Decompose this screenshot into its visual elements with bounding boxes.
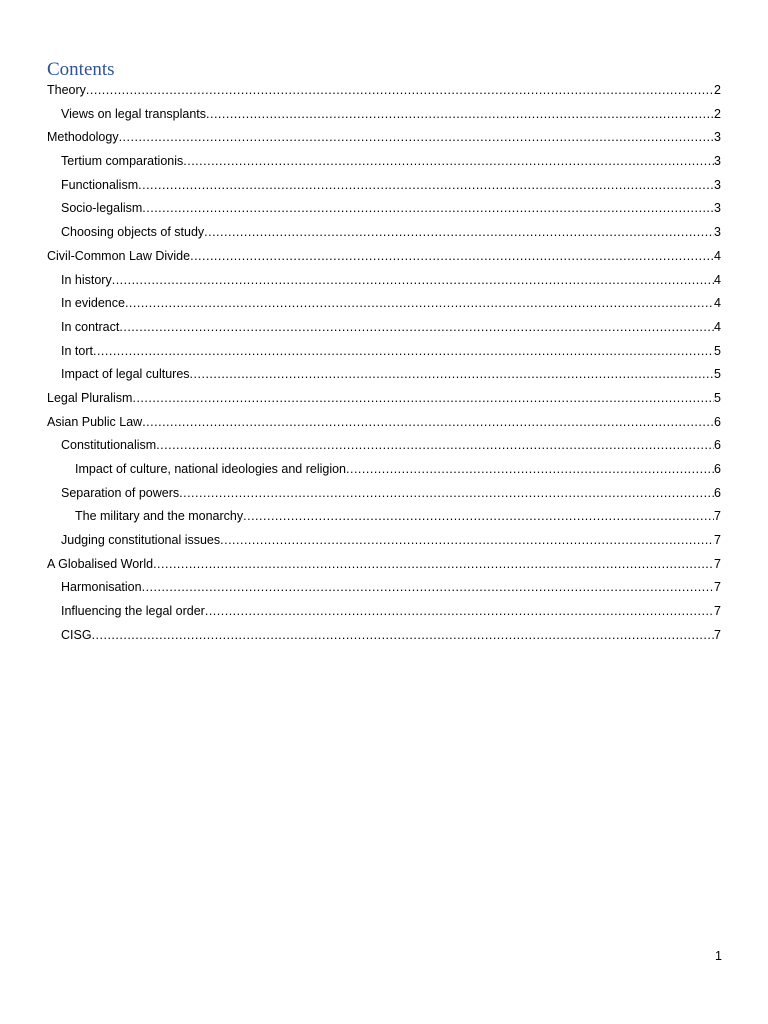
toc-entry-page-number: 5 bbox=[714, 390, 721, 405]
toc-dot-leader bbox=[346, 459, 714, 479]
toc-entry[interactable] bbox=[47, 222, 721, 246]
toc-entry[interactable] bbox=[47, 293, 721, 317]
toc-entry-page-number: 4 bbox=[714, 272, 721, 287]
toc-entry[interactable] bbox=[47, 506, 721, 530]
toc-entry-page-number: 5 bbox=[714, 343, 721, 358]
toc-entry-title: Civil-Common Law Divide bbox=[47, 248, 191, 263]
toc-entry-title: In contract bbox=[61, 319, 120, 334]
toc-entry[interactable] bbox=[47, 80, 721, 104]
toc-dot-leader bbox=[190, 364, 715, 384]
toc-dot-leader bbox=[183, 151, 714, 171]
toc-dot-leader bbox=[142, 577, 714, 597]
toc-entry-page-number: 3 bbox=[714, 177, 721, 192]
toc-dot-leader bbox=[112, 270, 714, 290]
toc-entry-title: In tort bbox=[61, 343, 93, 358]
toc-entry-title: Functionalism bbox=[61, 177, 139, 192]
toc-heading: Contents bbox=[47, 59, 115, 80]
toc-entry-title: Theory bbox=[47, 83, 86, 97]
toc-dot-leader bbox=[93, 341, 714, 361]
toc-entry-title: Harmonisation bbox=[61, 580, 142, 595]
toc-entry-page-number: 3 bbox=[714, 154, 721, 169]
toc-entry[interactable] bbox=[47, 317, 721, 341]
toc-entry[interactable] bbox=[47, 459, 721, 483]
toc-dot-leader bbox=[156, 435, 714, 455]
toc-entry[interactable] bbox=[47, 364, 721, 388]
toc-dot-leader bbox=[220, 530, 714, 550]
toc-entry-title: CISG bbox=[61, 627, 92, 642]
toc-entry-page-number: 7 bbox=[714, 627, 721, 642]
table-of-contents bbox=[47, 80, 721, 649]
toc-dot-leader bbox=[179, 483, 714, 503]
toc-entry[interactable] bbox=[47, 412, 721, 436]
toc-entry-page-number: 4 bbox=[714, 296, 721, 311]
toc-entry-title: Impact of legal cultures bbox=[61, 367, 190, 382]
toc-dot-leader bbox=[142, 198, 714, 218]
toc-entry-page-number: 7 bbox=[714, 533, 721, 548]
toc-dot-leader bbox=[205, 601, 714, 621]
toc-entry-page-number: 6 bbox=[714, 462, 721, 476]
toc-entry-page-number: 3 bbox=[714, 201, 721, 216]
toc-dot-leader bbox=[92, 625, 714, 645]
toc-entry-page-number: 3 bbox=[714, 225, 721, 240]
toc-entry[interactable] bbox=[47, 601, 721, 625]
toc-entry[interactable] bbox=[47, 151, 721, 175]
toc-entry-title: Methodology bbox=[47, 130, 119, 145]
toc-dot-leader bbox=[206, 104, 714, 124]
toc-entry-title: A Globalised World bbox=[47, 556, 154, 571]
toc-entry-page-number: 4 bbox=[714, 248, 721, 263]
toc-entry-title: Legal Pluralism bbox=[47, 390, 133, 405]
toc-entry-title: Views on legal transplants bbox=[61, 106, 206, 121]
toc-entry-title: Constitutionalism bbox=[61, 438, 157, 453]
toc-entry[interactable] bbox=[47, 127, 721, 151]
toc-entry-page-number: 6 bbox=[714, 438, 721, 453]
toc-entry[interactable] bbox=[47, 625, 721, 649]
toc-dot-leader bbox=[243, 506, 714, 526]
footer-page-number: 1 bbox=[715, 949, 722, 963]
toc-entry[interactable] bbox=[47, 435, 721, 459]
toc-dot-leader bbox=[119, 127, 714, 147]
toc-entry-page-number: 2 bbox=[714, 106, 721, 121]
toc-entry[interactable] bbox=[47, 175, 721, 199]
toc-dot-leader bbox=[86, 80, 714, 100]
toc-entry[interactable] bbox=[47, 246, 721, 270]
toc-entry[interactable] bbox=[47, 554, 721, 578]
toc-entry-title: In history bbox=[61, 272, 112, 287]
toc-entry-page-number: 7 bbox=[714, 556, 721, 571]
toc-entry-page-number: 3 bbox=[714, 130, 721, 145]
toc-dot-leader bbox=[119, 317, 714, 337]
toc-entry-page-number: 7 bbox=[714, 604, 721, 619]
toc-dot-leader bbox=[142, 412, 714, 432]
toc-entry-page-number: 6 bbox=[714, 485, 721, 500]
toc-entry[interactable] bbox=[47, 104, 721, 128]
toc-entry-page-number: 5 bbox=[714, 367, 721, 382]
toc-entry-title: Judging constitutional issues bbox=[61, 533, 221, 548]
toc-entry-page-number: 7 bbox=[714, 509, 721, 524]
toc-entry[interactable] bbox=[47, 577, 721, 601]
toc-entry[interactable] bbox=[47, 198, 721, 222]
toc-entry-title: Influencing the legal order bbox=[61, 604, 205, 619]
toc-entry-page-number: 7 bbox=[714, 580, 721, 595]
toc-entry-title: Impact of culture, national ideologies and religion bbox=[75, 462, 347, 476]
toc-entry-title: Asian Public Law bbox=[47, 414, 143, 429]
toc-entry-title: Choosing objects of study bbox=[61, 225, 205, 240]
toc-entry-title: Separation of powers bbox=[61, 485, 180, 500]
toc-dot-leader bbox=[153, 554, 714, 574]
toc-entry[interactable] bbox=[47, 270, 721, 294]
toc-dot-leader bbox=[132, 388, 714, 408]
toc-entry[interactable] bbox=[47, 483, 721, 507]
toc-dot-leader bbox=[138, 175, 714, 195]
toc-dot-leader bbox=[204, 222, 714, 242]
toc-entry[interactable] bbox=[47, 341, 721, 365]
toc-entry-page-number: 4 bbox=[714, 319, 721, 334]
toc-entry[interactable] bbox=[47, 530, 721, 554]
toc-dot-leader bbox=[125, 293, 714, 313]
toc-entry-title: Socio-legalism bbox=[61, 201, 143, 216]
toc-entry-page-number: 6 bbox=[714, 414, 721, 429]
toc-entry-page-number: 2 bbox=[714, 83, 721, 97]
toc-entry[interactable] bbox=[47, 388, 721, 412]
toc-entry-title: The military and the monarchy bbox=[75, 509, 244, 524]
toc-dot-leader bbox=[190, 246, 714, 266]
toc-entry-title: In evidence bbox=[61, 296, 125, 311]
toc-entry-title: Tertium comparationis bbox=[61, 154, 184, 169]
